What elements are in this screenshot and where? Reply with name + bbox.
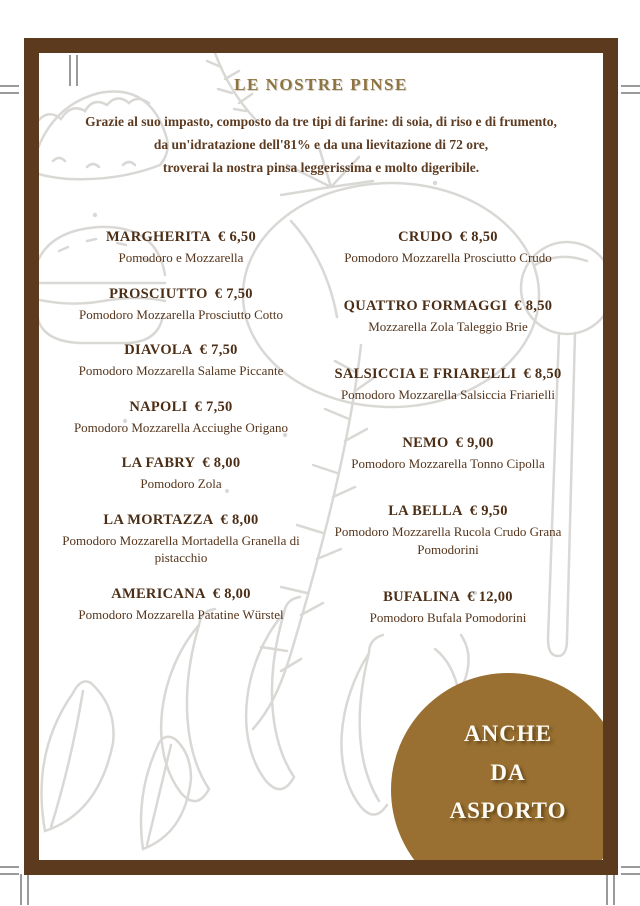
menu-item <box>79 342 284 380</box>
page-title: LE NOSTRE PINSE <box>234 75 408 94</box>
menu-item-price: € 7,50 <box>199 342 238 359</box>
menu-item <box>122 455 241 493</box>
menu-item <box>57 512 305 567</box>
menu-item-name: LA BELLA <box>388 503 463 520</box>
menu-list <box>55 229 589 627</box>
menu-item-name: AMERICANA <box>111 585 206 602</box>
menu-column-left <box>55 229 307 627</box>
menu-item-price: € 6,50 <box>217 229 257 245</box>
intro-line: Grazie al suo impasto, composto da tre tipi di farine: di soia, di riso e di frumento, <box>85 114 557 129</box>
menu-item-price: € 12,00 <box>467 589 513 606</box>
menu-item-description: Pomodoro Mozzarella Salsiccia Friarielli <box>340 387 556 403</box>
menu-item <box>78 586 283 624</box>
menu-column-right <box>307 229 589 627</box>
menu-item-description: Pomodoro Mozzarella Mortadella Granella di pistacchio <box>62 532 300 566</box>
menu-item-description: Pomodoro Mozzarella Patatine Würstel <box>78 606 284 622</box>
menu-item-price: € 7,50 <box>214 285 253 302</box>
menu-item-price: € 7,50 <box>194 398 233 415</box>
menu-item <box>324 503 572 558</box>
menu-item <box>351 435 544 473</box>
badge-line: DA <box>490 759 526 785</box>
menu-item-name: LA MORTAZZA <box>103 511 214 528</box>
menu-item-name: CRUDO <box>398 229 453 245</box>
menu-item-price: € 8,00 <box>220 511 259 528</box>
menu-item <box>106 229 256 267</box>
intro-line: troverai la nostra pinsa leggerissima e molto digeribile. <box>162 159 480 175</box>
badge-line: ANCHE <box>463 721 553 746</box>
menu-item-description: Pomodoro Zola <box>140 476 222 492</box>
menu-item-name: BUFALINA <box>383 589 461 606</box>
menu-item-price: € 8,50 <box>523 366 562 383</box>
leaves-icon <box>42 681 192 849</box>
menu-item-description: Pomodoro Mozzarella Tonno Cipolla <box>351 455 545 471</box>
chili-peppers-icon <box>161 597 387 815</box>
badge-line: ASPORTO <box>449 798 567 824</box>
menu-item-name: DIAVOLA <box>124 342 193 359</box>
intro-line: da un'idratazione dell'81% e da una lievitazione di 72 ore, <box>153 136 489 152</box>
intro-paragraph <box>39 111 603 180</box>
menu-item-name: NAPOLI <box>129 398 188 415</box>
menu-item <box>74 399 288 437</box>
menu-item-price: € 8,00 <box>212 585 251 602</box>
menu-item-price: € 8,00 <box>202 455 241 472</box>
menu-item-description: Pomodoro Mozzarella Acciughe Origano <box>73 419 289 435</box>
menu-item <box>344 298 553 336</box>
menu-item-price: € 8,50 <box>459 229 498 245</box>
menu-item-price: € 9,50 <box>469 503 508 520</box>
menu-item <box>370 589 527 627</box>
menu-item-name: SALSICCIA E FRIARELLI <box>334 366 517 383</box>
menu-item-description: Pomodoro Mozzarella Rucola Crudo Grana Pomodorini <box>334 524 562 557</box>
menu-item-description: Pomodoro Mozzarella Prosciutto Crudo <box>344 250 552 265</box>
menu-item-name: MARGHERITA <box>105 229 211 245</box>
menu-content-area <box>39 53 603 860</box>
menu-item <box>79 286 283 324</box>
menu-item-description: Mozzarella Zola Taleggio Brie <box>368 318 528 334</box>
menu-item-name: LA FABRY <box>121 455 196 472</box>
menu-item <box>334 366 561 404</box>
menu-item-name: NEMO <box>402 434 449 451</box>
menu-item-description: Pomodoro Bufala Pomodorini <box>369 610 527 626</box>
menu-item <box>344 229 552 267</box>
menu-item-name: QUATTRO FORMAGGI <box>343 297 508 314</box>
menu-item-price: € 8,50 <box>514 297 553 314</box>
menu-item-description: Pomodoro Mozzarella Prosciutto Cotto <box>78 306 283 322</box>
menu-item-name: PROSCIUTTO <box>109 285 208 302</box>
menu-item-price: € 9,00 <box>455 434 494 451</box>
menu-item-description: Pomodoro e Mozzarella <box>118 250 244 265</box>
menu-item-description: Pomodoro Mozzarella Salame Piccante <box>78 363 284 379</box>
